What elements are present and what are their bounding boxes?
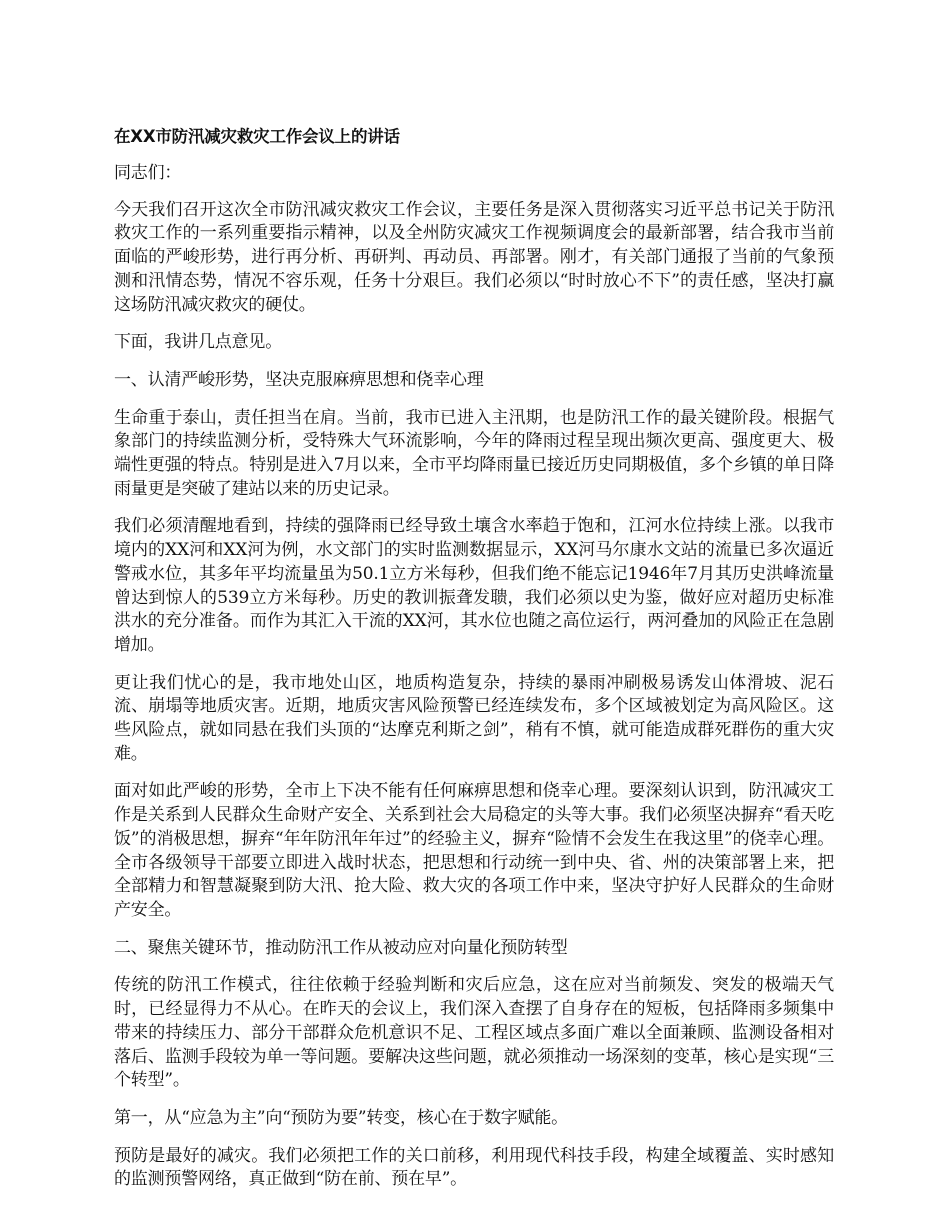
paragraph-rainfall: 生命重于泰山，责任担当在肩。当前，我市已进入主汛期，也是防汛工作的最关键阶段。根据气象部门的持续监测分析，受特殊大气环流影响，今年的降雨过程呈现出频次更高、强度更大、极端性更强的特点。特别是进入7月以来，全市平均降雨量已接近历史同期极值，多个乡镇的单日降雨量更是突破了建站以来的历史记录。 <box>114 407 834 499</box>
document-title: 在XX市防汛减灾救灾工作会议上的讲话 <box>114 127 400 146</box>
paragraph-geological-hazards: 更让我们忧心的是，我市地处山区，地质构造复杂，持续的暴雨冲刷极易诱发山体滑坡、泥石流、崩塌等地质灾害。近期，地质灾害风险预警已经连续发布，多个区域被划定为高风险区。这些风险点，就如同悬在我们头顶的“达摩克利斯之剑”，稍有不慎，就可能造成群死群伤的重大灾难。 <box>114 672 834 764</box>
paragraph-river-levels: 我们必须清醒地看到，持续的强降雨已经导致土壤含水率趋于饱和，江河水位持续上涨。以我市境内的XX河和XX河为例，水文部门的实时监测数据显示，XX河马尔康水文站的流量已多次逼近警戒水位，其多年平均流量虽为50.1立方米每秒，但我们绝不能忘记1946年7月其历史洪峰流量曾达到惊人的539立方米每秒。历史的教训振聋发聩，我们必须以史为鉴，做好应对超历史标准洪水的充分准备。而作为其汇入干流的XX河，其水位也随之高位运行，两河叠加的风险正在急剧增加。 <box>114 516 834 655</box>
section-heading-1: 一、认清严峻形势，坚决克服麻痹思想和侥幸心理 <box>114 369 484 390</box>
document-page <box>114 125 834 1206</box>
paragraph-intro: 今天我们召开这次全市防汛减灾救灾工作会议，主要任务是深入贯彻落实习近平总书记关于防汛救灾工作的一系列重要指示精神，以及全州防灾减灾工作视频调度会的最新部署，结合我市当前面临的严峻形势，进行再分析、再研判、再动员、再部署。刚才，有关部门通报了当前的气象预测和汛情态势，情况不容乐观，任务十分艰巨。我们必须以“时时放心不下”的责任感，坚决打赢这场防汛减灾救灾的硬仗。 <box>114 199 834 315</box>
greeting: 同志们： <box>114 163 182 183</box>
paragraph-transition: 下面，我讲几点意见。 <box>114 332 282 353</box>
paragraph-prevention: 预防是最好的减灾。我们必须把工作的关口前移，利用现代科技手段，构建全域覆盖、实时感知的监测预警网络，真正做到“防在前、预在早”。 <box>114 1145 834 1190</box>
section-heading-2: 二、聚焦关键环节，推动防汛工作从被动应对向量化预防转型 <box>114 937 568 958</box>
paragraph-transformation: 传统的防汛工作模式，往往依赖于经验判断和灾后应急，这在应对当前频发、突发的极端天气时，已经显得力不从心。在昨天的会议上，我们深入查摆了自身存在的短板，包括降雨多频集中带来的持续压力、部分干部群众危机意识不足、工程区域点多面广难以全面兼顾、监测设备相对落后、监测手段较为单一等问题。要解决这些问题，就必须推动一场深刻的变革，核心是实现“三个转型”。 <box>114 975 834 1091</box>
paragraph-mindset: 面对如此严峻的形势，全市上下决不能有任何麻痹思想和侥幸心理。要深刻认识到，防汛减灾工作是关系到人民群众生命财产安全、关系到社会大局稳定的头等大事。我们必须坚决摒弃“看天吃饭”的消极思想，摒弃“年年防汛年年过”的经验主义，摒弃“险情不会发生在我这里”的侥幸心理。全市各级领导干部要立即进入战时状态，把思想和行动统一到中央、省、州的决策部署上来，把全部精力和智慧凝聚到防大汛、抢大险、救大灾的各项工作中来，坚决守护好人民群众的生命财产安全。 <box>114 781 834 920</box>
subheading-first: 第一，从“应急为主”向“预防为要”转变，核心在于数字赋能。 <box>114 1107 568 1128</box>
